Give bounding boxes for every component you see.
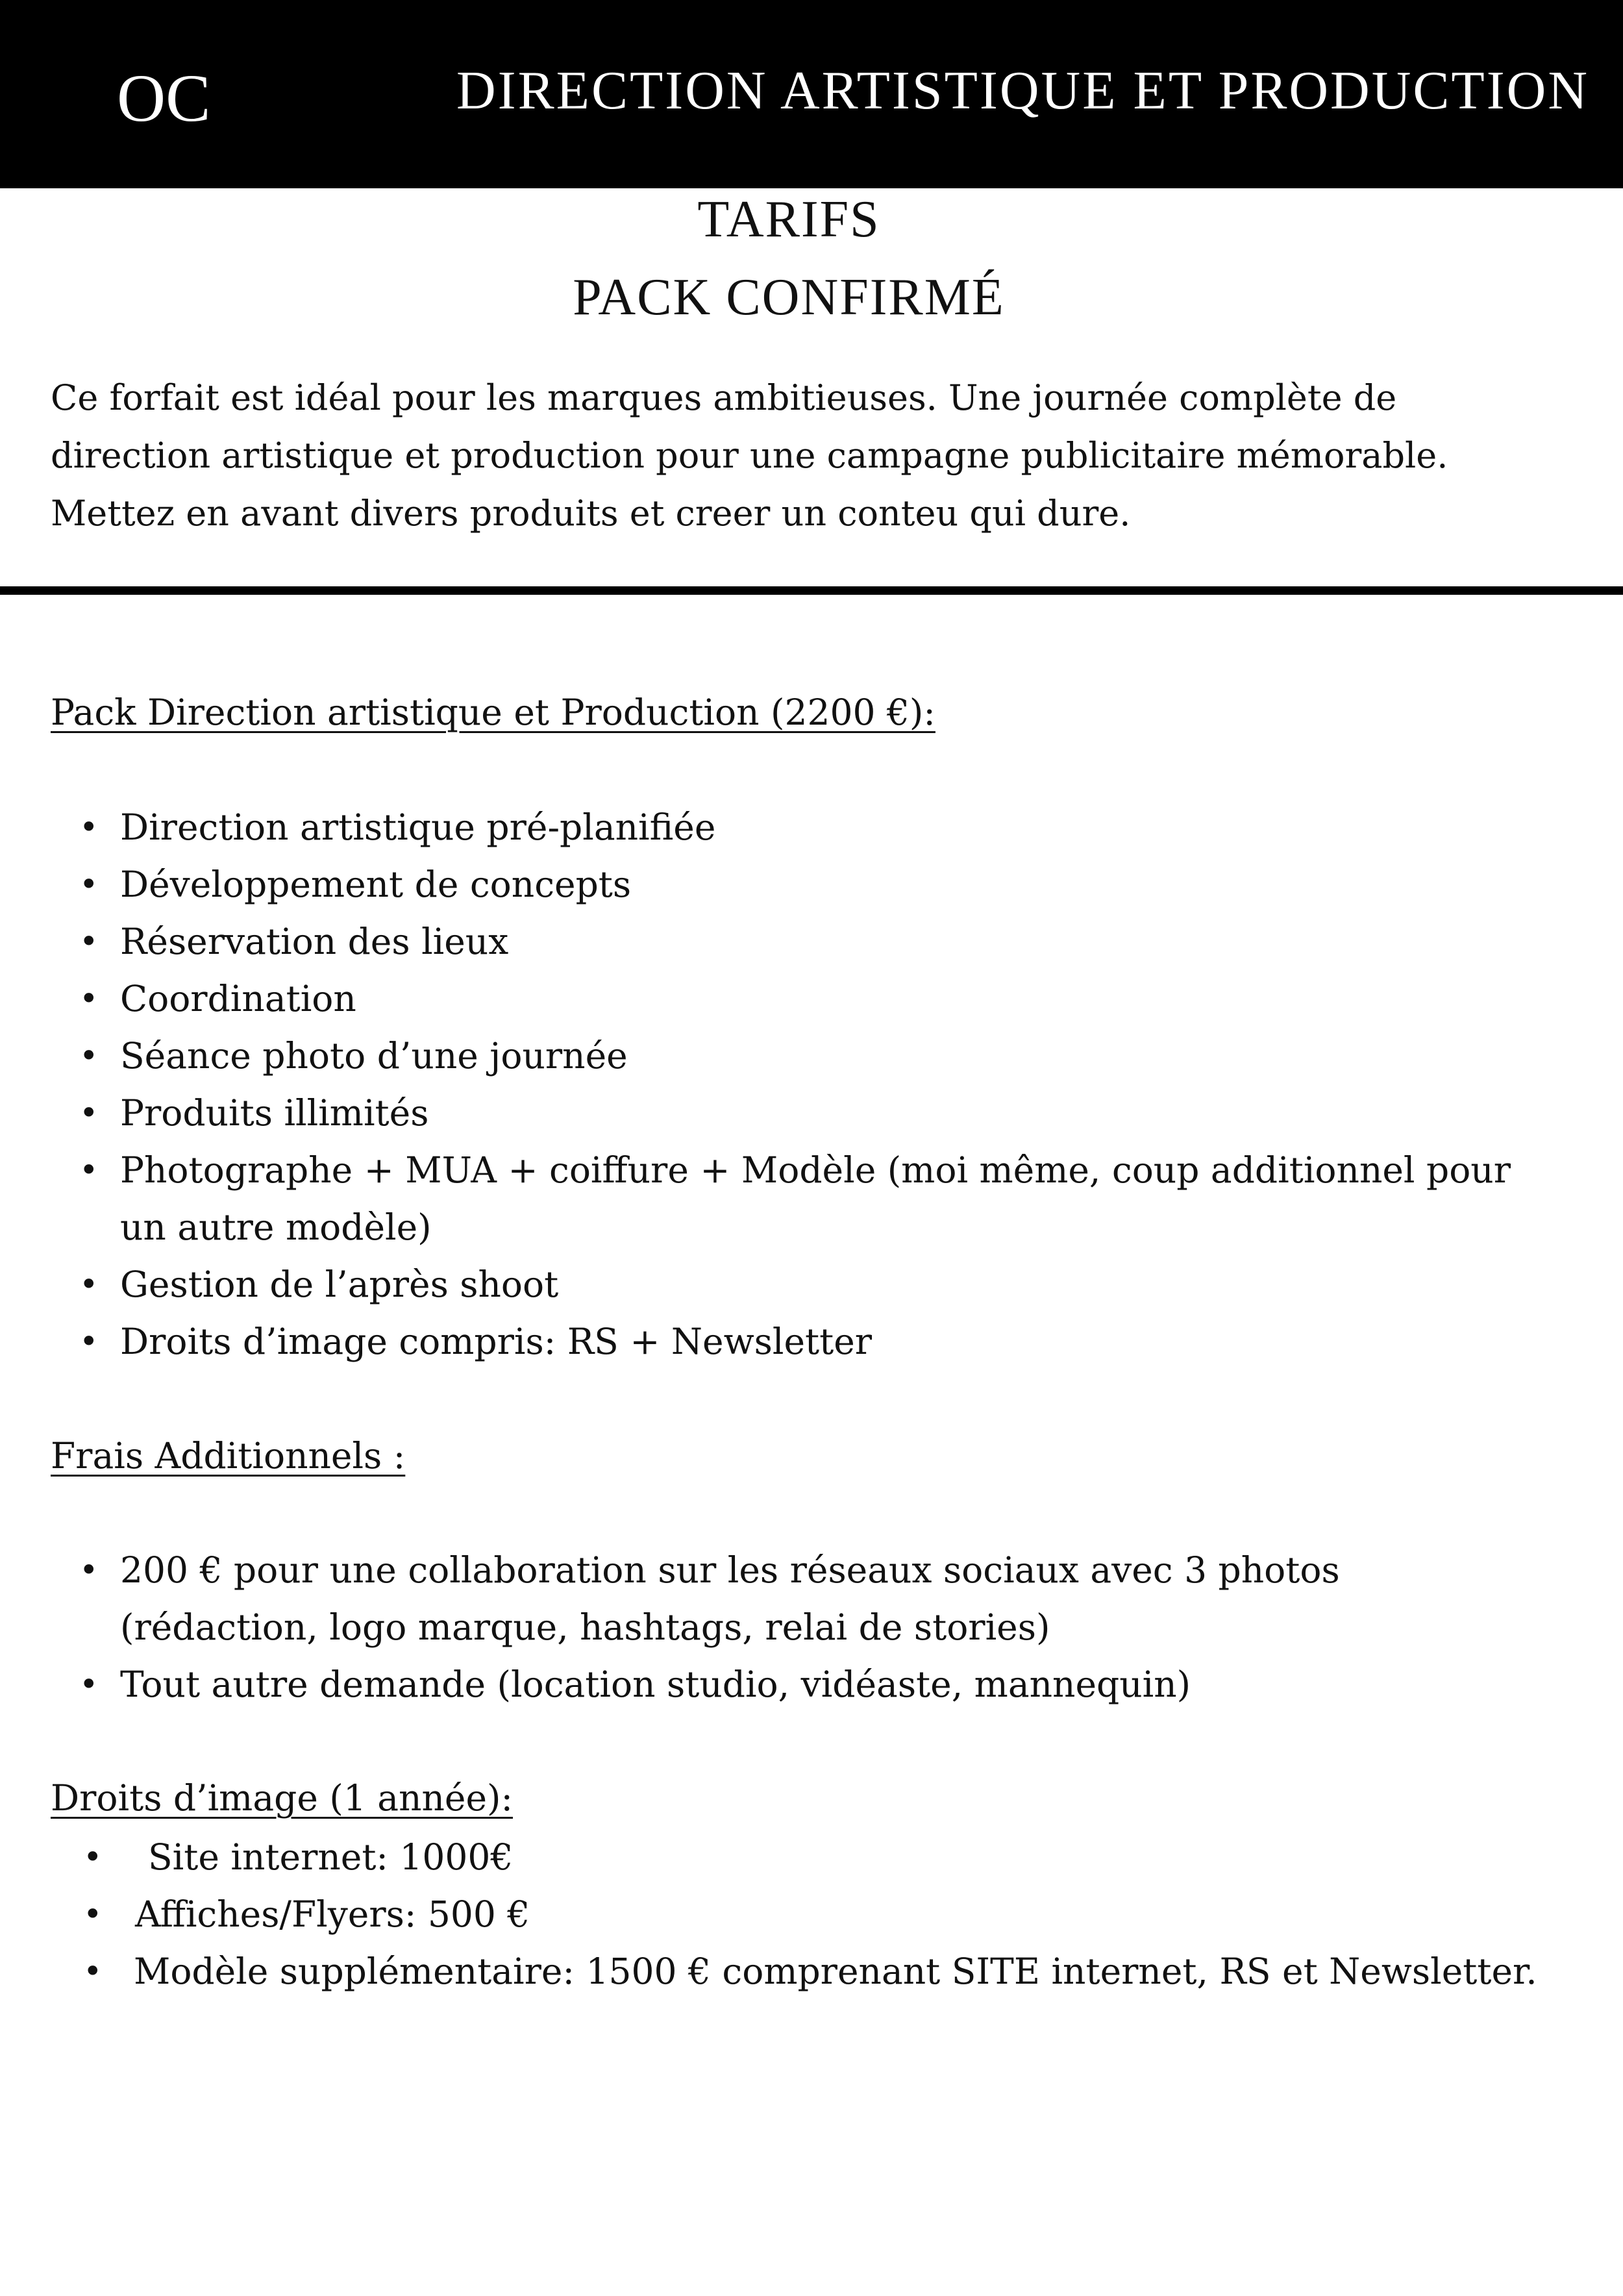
list-item: • Modèle supplémentaire: 1500 € comprenant SITE internet, RS et Newsletter. xyxy=(0,1943,1537,2000)
additional-fees-heading: Frais Additionnels : xyxy=(51,1435,406,1477)
intro-line: Ce forfait est idéal pour les marques ambitieuses. Une journée complète de xyxy=(51,377,1397,418)
bullet-icon: • xyxy=(79,1666,99,1703)
section-divider xyxy=(0,586,1623,595)
image-rights-heading: Droits d’image (1 année): xyxy=(51,1777,514,1819)
image-rights-list xyxy=(0,1828,1537,2000)
bullet-icon: • xyxy=(83,1838,103,1876)
page-subtitle: PACK CONFIRMÉ xyxy=(573,269,1005,326)
header-title: DIRECTION ARTISTIQUE ET PRODUCTION xyxy=(456,60,1589,121)
bullet-icon: • xyxy=(79,808,99,846)
header-bar xyxy=(0,0,1623,188)
bullet-icon: • xyxy=(79,923,99,960)
list-item: • Affiches/Flyers: 500 € xyxy=(0,1886,1537,1943)
intro-line: Mettez en avant divers produits et creer un conteu qui dure. xyxy=(51,493,1131,534)
bullet-icon: • xyxy=(79,980,99,1017)
pack-items-list xyxy=(79,799,1511,1370)
list-item: • Produits illimités xyxy=(120,1084,1511,1142)
bullet-icon: • xyxy=(83,1953,103,1990)
list-item: • Séance photo d’une journée xyxy=(120,1027,1511,1084)
list-item: • Tout autre demande (location studio, vidéaste, mannequin) xyxy=(120,1656,1340,1713)
pack-heading: Pack Direction artistique et Production (2200 €): xyxy=(51,692,935,733)
bullet-icon: • xyxy=(79,1323,99,1360)
bullet-icon: • xyxy=(79,1151,99,1189)
bullet-icon: • xyxy=(79,866,99,903)
list-item: • Coordination xyxy=(120,970,1511,1027)
intro-line: direction artistique et production pour une campagne publicitaire mémorable. xyxy=(51,435,1448,476)
intro-paragraph xyxy=(51,369,1596,542)
list-item: • Développement de concepts xyxy=(120,856,1511,913)
bullet-icon: • xyxy=(79,1266,99,1303)
list-item-continuation: (rédaction, logo marque, hashtags, relai de stories) xyxy=(120,1606,1050,1648)
list-item: • Site internet: 1000€ xyxy=(0,1828,1537,1886)
list-item: • Réservation des lieux xyxy=(120,913,1511,970)
list-item: • Droits d’image compris: RS + Newsletter xyxy=(120,1313,1511,1370)
additional-fees-list xyxy=(79,1541,1340,1713)
list-item: • Direction artistique pré-planifiée xyxy=(120,799,1511,856)
list-item: • Gestion de l’après shoot xyxy=(120,1256,1511,1313)
list-item: • 200 € pour une collaboration sur les réseaux sociaux avec 3 photos xyxy=(120,1541,1340,1599)
bullet-icon: • xyxy=(79,1551,99,1589)
list-item-continuation: un autre modèle) xyxy=(120,1206,432,1248)
bullet-icon: • xyxy=(79,1037,99,1075)
bullet-icon: • xyxy=(83,1895,103,1933)
brand-logo: OC xyxy=(117,61,211,136)
bullet-icon: • xyxy=(79,1094,99,1132)
list-item: • Photographe + MUA + coiffure + Modèle (moi même, coup additionnel pour xyxy=(120,1142,1511,1199)
page-title: TARIFS xyxy=(697,191,880,248)
